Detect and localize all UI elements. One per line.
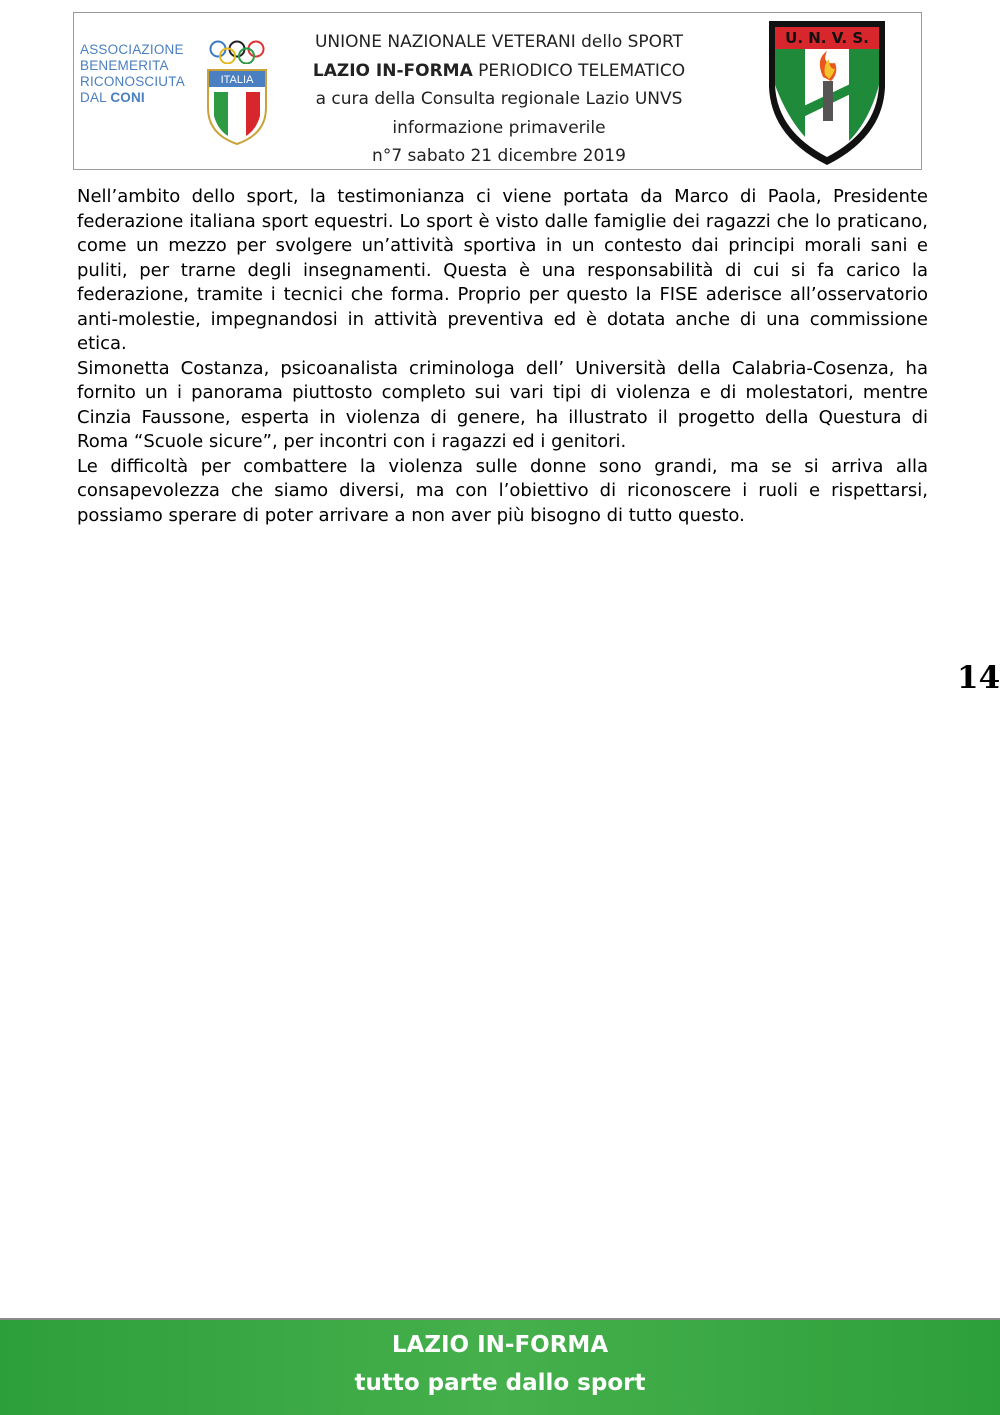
unvs-logo [765,17,889,169]
unvs-logo-text: U. N. V. S. [785,29,869,47]
article-paragraph: Le difficoltà per combattere la violenza sulle donne sono grandi, ma se si arriva alla consapevolezza che siamo diversi, ma con l’obiettivo di riconoscere i ruoli e rispettarsi, possiamo sperare di poter arrivare a non aver più bisogno di tutto questo. [77,455,928,526]
header-line-2: LAZIO IN-FORMA PERIODICO TELEMATICO [312,60,686,81]
italia-label: ITALIA [220,74,254,86]
footer-banner [0,1318,1000,1415]
article-paragraph: Simonetta Costanza, psicoanalista criminologa dell’ Università della Calabria-Cosenza, ha fornito un i panorama piuttosto completo sui vari tipi di violenza e di molestatori, mentre Cinzia Faussone, esperta in violenza di genere, ha illustrato il progetto della Questura di Roma “Scuole sicure”, per incontri con i ragazzi ed i genitori. [77,357,928,452]
olympic-rings-icon [208,40,266,64]
coni-logo [80,38,270,148]
footer-tagline: tutto parte dallo sport [354,1370,646,1396]
header-line-1: UNIONE NAZIONALE VETERANI dello SPORT [314,32,684,52]
header-line-5: n°7 sabato 21 dicembre 2019 [372,146,626,166]
coni-logo-text: ASSOCIAZIONE BENEMERITA RICONOSCIUTA DAL CONI [80,42,185,105]
page-number: 14 [957,660,1000,696]
header-line-4: informazione primaverile [392,117,606,138]
article-paragraph: Nell’ambito dello sport, la testimonianza ci viene portata da Marco di Paola, Presidente federazione italiana sport equestri. Lo sport è visto dalle famiglie dei ragazzi che lo praticano, come un mezzo per svolgere un’attività sportiva in un contesto dai principi morali sani e puliti, per trarne degli insegnamenti. Questa è una responsabilità di cui si fa carico la federazione, tramite i tecnici che forma. Proprio per questo la FISE aderisce all’osservatorio anti-molestie, impegnandosi in attività preventiva ed è dotata anche di una commissione etica. [77,186,928,354]
article-body [77,185,928,528]
footer-title: LAZIO IN-FORMA [391,1332,609,1358]
header-line-3: a cura della Consulta regionale Lazio UNVS [315,89,683,109]
header-title [270,28,728,171]
italia-shield-icon [206,68,268,146]
